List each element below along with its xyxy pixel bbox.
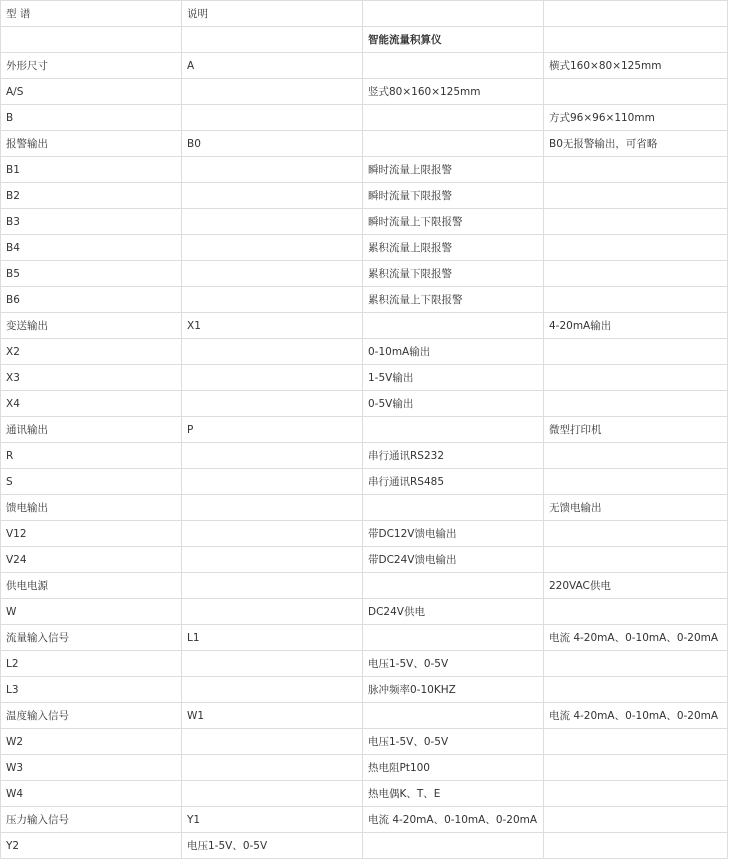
table-row [1, 79, 728, 105]
option-cell: 电压1-5V、0-5V [182, 833, 363, 859]
description-cell [363, 417, 544, 443]
remark-cell [544, 235, 728, 261]
description-cell: 带DC24V馈电输出 [363, 547, 544, 573]
remark-cell [544, 209, 728, 235]
remark-cell: B0无报警输出，可省略 [544, 131, 728, 157]
option-cell [182, 391, 363, 417]
model-code-cell: 报警输出 [1, 131, 182, 157]
remark-cell [544, 339, 728, 365]
table-row [1, 469, 728, 495]
option-cell [182, 755, 363, 781]
description-cell: 脉冲频率0-10KHZ [363, 677, 544, 703]
option-cell [182, 521, 363, 547]
option-cell [182, 157, 363, 183]
option-cell [182, 365, 363, 391]
model-code-cell: 变送输出 [1, 313, 182, 339]
option-cell: P [182, 417, 363, 443]
remark-cell [544, 365, 728, 391]
model-code-cell: X4 [1, 391, 182, 417]
description-cell: DC24V供电 [363, 599, 544, 625]
table-row [1, 417, 728, 443]
option-cell [182, 79, 363, 105]
option-cell [182, 677, 363, 703]
description-cell: 智能流量积算仪 [363, 27, 544, 53]
option-cell [182, 469, 363, 495]
option-cell [182, 27, 363, 53]
remark-cell: 微型打印机 [544, 417, 728, 443]
table-row [1, 573, 728, 599]
model-code-cell: L2 [1, 651, 182, 677]
option-cell [182, 495, 363, 521]
model-code-cell: 通讯输出 [1, 417, 182, 443]
option-cell: 说明 [182, 1, 363, 27]
model-code-cell: S [1, 469, 182, 495]
option-cell: B0 [182, 131, 363, 157]
table-row [1, 625, 728, 651]
option-cell [182, 781, 363, 807]
remark-cell: 无馈电输出 [544, 495, 728, 521]
table-row [1, 833, 728, 859]
remark-cell [544, 651, 728, 677]
description-cell: 串行通讯RS485 [363, 469, 544, 495]
description-cell: 瞬时流量下限报警 [363, 183, 544, 209]
model-code-cell: B3 [1, 209, 182, 235]
remark-cell: 电流 4-20mA、0-10mA、0-20mA [544, 625, 728, 651]
remark-cell [544, 391, 728, 417]
option-cell [182, 287, 363, 313]
option-cell [182, 599, 363, 625]
remark-cell: 4-20mA输出 [544, 313, 728, 339]
description-cell: 累积流量上限报警 [363, 235, 544, 261]
model-code-cell: B5 [1, 261, 182, 287]
description-cell: 电压1-5V、0-5V [363, 651, 544, 677]
table-row [1, 105, 728, 131]
remark-cell [544, 729, 728, 755]
model-code-cell: Y2 [1, 833, 182, 859]
description-cell: 电流 4-20mA、0-10mA、0-20mA [363, 807, 544, 833]
option-cell [182, 729, 363, 755]
description-cell: 瞬时流量上下限报警 [363, 209, 544, 235]
remark-cell [544, 287, 728, 313]
option-cell [182, 209, 363, 235]
model-code-cell: W4 [1, 781, 182, 807]
remark-cell [544, 521, 728, 547]
table-row [1, 339, 728, 365]
description-cell: 竖式80×160×125mm [363, 79, 544, 105]
remark-cell: 方式96×96×110mm [544, 105, 728, 131]
option-cell [182, 443, 363, 469]
table-row [1, 209, 728, 235]
table-row [1, 287, 728, 313]
option-cell [182, 651, 363, 677]
model-code-cell: X3 [1, 365, 182, 391]
model-code-cell: W [1, 599, 182, 625]
table-row [1, 807, 728, 833]
table-row [1, 27, 728, 53]
option-cell [182, 573, 363, 599]
description-cell: 累积流量上下限报警 [363, 287, 544, 313]
table-row [1, 53, 728, 79]
model-code-cell: L3 [1, 677, 182, 703]
description-cell: 串行通讯RS232 [363, 443, 544, 469]
remark-cell [544, 183, 728, 209]
table-row [1, 755, 728, 781]
remark-cell [544, 547, 728, 573]
model-code-cell: V12 [1, 521, 182, 547]
remark-cell [544, 157, 728, 183]
remark-cell [544, 443, 728, 469]
table-row [1, 183, 728, 209]
option-cell: L1 [182, 625, 363, 651]
model-code-cell: 馈电输出 [1, 495, 182, 521]
description-cell: 热电阻Pt100 [363, 755, 544, 781]
description-cell: 带DC12V馈电输出 [363, 521, 544, 547]
remark-cell [544, 833, 728, 859]
option-cell [182, 235, 363, 261]
remark-cell [544, 755, 728, 781]
table-row [1, 313, 728, 339]
description-cell [363, 703, 544, 729]
description-cell: 瞬时流量上限报警 [363, 157, 544, 183]
model-code-cell: V24 [1, 547, 182, 573]
model-code-cell: R [1, 443, 182, 469]
table-row [1, 235, 728, 261]
description-cell: 1-5V输出 [363, 365, 544, 391]
option-cell [182, 105, 363, 131]
model-code-cell: 外形尺寸 [1, 53, 182, 79]
description-cell [363, 131, 544, 157]
description-cell [363, 1, 544, 27]
table-row [1, 261, 728, 287]
remark-cell: 横式160×80×125mm [544, 53, 728, 79]
description-cell [363, 105, 544, 131]
remark-cell: 220VAC供电 [544, 573, 728, 599]
model-code-cell: B4 [1, 235, 182, 261]
remark-cell [544, 599, 728, 625]
remark-cell [544, 79, 728, 105]
remark-cell [544, 27, 728, 53]
table-row [1, 131, 728, 157]
option-cell [182, 261, 363, 287]
model-code-cell: 型 谱 [1, 1, 182, 27]
table-row [1, 391, 728, 417]
spec-table-body [1, 1, 728, 859]
description-cell: 0-10mA输出 [363, 339, 544, 365]
model-code-cell: X2 [1, 339, 182, 365]
option-cell: A [182, 53, 363, 79]
table-row [1, 157, 728, 183]
option-cell: Y1 [182, 807, 363, 833]
remark-cell: 电流 4-20mA、0-10mA、0-20mA [544, 703, 728, 729]
option-cell [182, 547, 363, 573]
description-cell [363, 573, 544, 599]
table-row [1, 599, 728, 625]
model-code-cell: B2 [1, 183, 182, 209]
table-row [1, 495, 728, 521]
model-code-cell: B [1, 105, 182, 131]
table-row [1, 521, 728, 547]
model-code-cell: 流量输入信号 [1, 625, 182, 651]
description-cell [363, 495, 544, 521]
model-code-cell: W3 [1, 755, 182, 781]
model-code-cell: B1 [1, 157, 182, 183]
description-cell [363, 833, 544, 859]
model-code-cell: B6 [1, 287, 182, 313]
table-row [1, 1, 728, 27]
model-code-cell: A/S [1, 79, 182, 105]
option-cell [182, 339, 363, 365]
remark-cell [544, 677, 728, 703]
table-row [1, 651, 728, 677]
remark-cell [544, 469, 728, 495]
model-code-cell: 供电电源 [1, 573, 182, 599]
description-cell: 累积流量下限报警 [363, 261, 544, 287]
option-cell: W1 [182, 703, 363, 729]
table-row [1, 547, 728, 573]
table-row [1, 365, 728, 391]
remark-cell [544, 807, 728, 833]
model-code-cell: 压力输入信号 [1, 807, 182, 833]
table-row [1, 703, 728, 729]
description-cell [363, 313, 544, 339]
model-code-cell [1, 27, 182, 53]
table-row [1, 677, 728, 703]
remark-cell [544, 261, 728, 287]
description-cell: 热电偶K、T、E [363, 781, 544, 807]
description-cell [363, 53, 544, 79]
remark-cell [544, 781, 728, 807]
option-cell: X1 [182, 313, 363, 339]
table-row [1, 781, 728, 807]
table-row [1, 443, 728, 469]
description-cell: 0-5V输出 [363, 391, 544, 417]
option-cell [182, 183, 363, 209]
table-row [1, 729, 728, 755]
remark-cell [544, 1, 728, 27]
model-code-cell: 温度输入信号 [1, 703, 182, 729]
description-cell: 电压1-5V、0-5V [363, 729, 544, 755]
model-code-cell: W2 [1, 729, 182, 755]
description-cell [363, 625, 544, 651]
